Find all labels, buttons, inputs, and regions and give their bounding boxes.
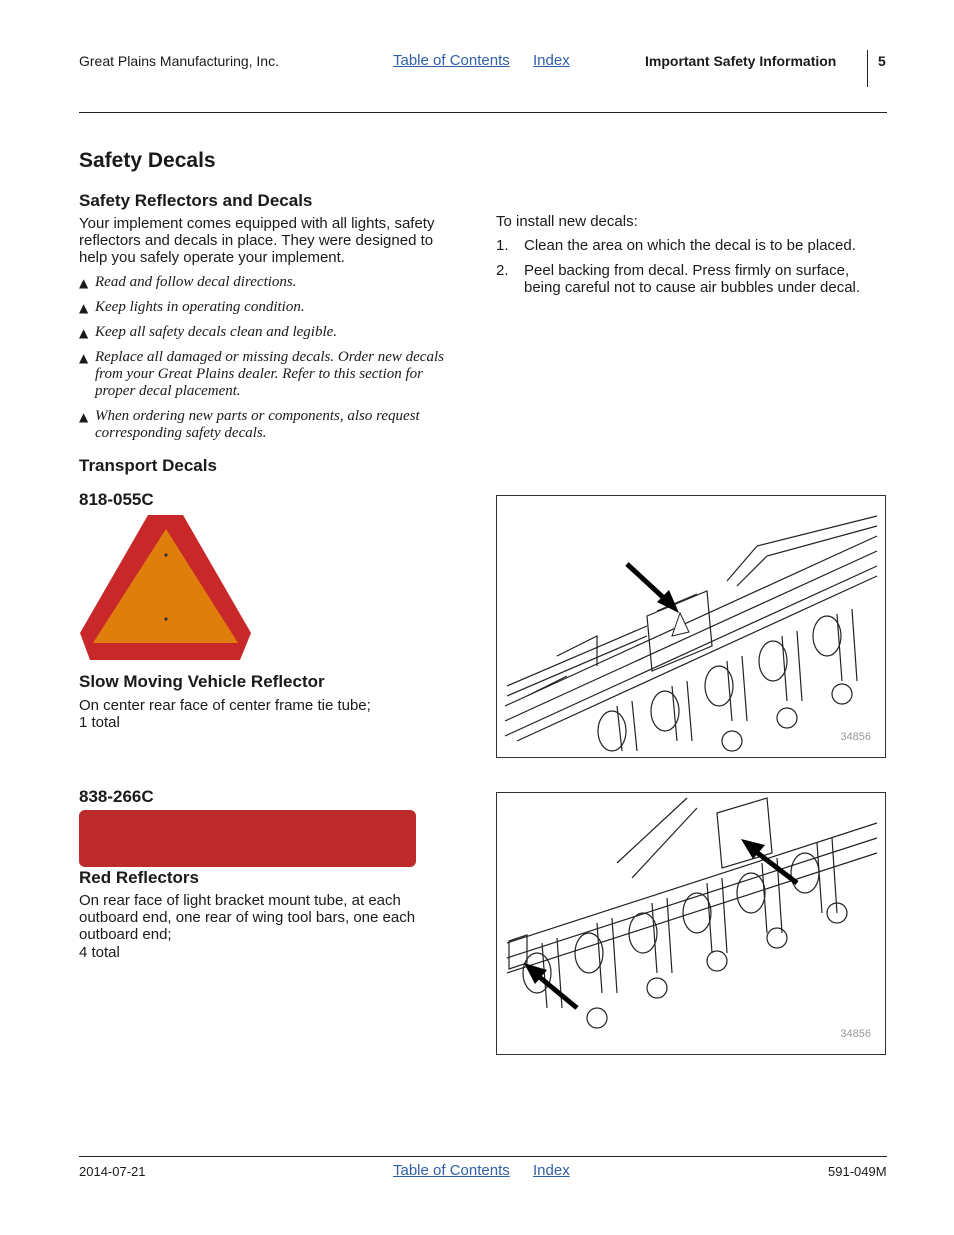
decal1-part-number: 818-055C	[79, 490, 154, 509]
warning-triangle-icon: ▲	[79, 326, 89, 340]
install-step	[496, 237, 886, 254]
smv-reflector-image	[80, 515, 252, 662]
pointer-arrow-icon	[627, 564, 679, 613]
page-title: Safety Decals	[79, 149, 216, 172]
decal1-description: On center rear face of center frame tie tube;	[79, 697, 371, 714]
warning-triangle-icon: ▲	[79, 410, 89, 424]
footer-index-link[interactable]: Index	[533, 1162, 570, 1179]
decal1-name: Slow Moving Vehicle Reflector	[79, 672, 325, 691]
decal1-count: 1 total	[79, 714, 120, 731]
red-reflector-image	[79, 810, 416, 867]
footer-date: 2014-07-21	[79, 1164, 146, 1179]
warning-triangle-icon: ▲	[79, 351, 89, 365]
reflectors-heading: Safety Reflectors and Decals	[79, 191, 313, 210]
safety-bullet: ▲ Replace all damaged or missing decals. Order new decals from your Great Plains dealer. Refer to this section for proper decal placement.	[79, 349, 444, 399]
safety-bullet: ▲ Keep all safety decals clean and legible.	[79, 324, 338, 340]
intro-paragraph: Your implement comes equipped with all lights, safety reflectors and decals in place. They were designed to help you safely operate your implement.	[79, 215, 435, 266]
figure-smv-location	[496, 495, 886, 758]
step-text: Peel backing from decal. Press firmly on surface, being careful not to cause air bubbles under decal.	[524, 262, 861, 296]
transport-heading: Transport Decals	[79, 456, 217, 475]
step-number: 2.	[496, 262, 509, 279]
install-intro: To install new decals:	[496, 213, 638, 230]
safety-bullet: ▲ Keep lights in operating condition.	[79, 299, 305, 315]
page-number: 5	[878, 53, 886, 69]
decal2-description: On rear face of light bracket mount tube, at each outboard end, one rear of wing tool bars, one each outboard end;	[79, 892, 416, 943]
step-number: 1.	[496, 237, 509, 254]
header-toc-link[interactable]: Table of Contents	[393, 52, 510, 69]
header-divider	[867, 50, 868, 87]
pointer-arrow-icon	[741, 839, 797, 883]
footer-toc-link[interactable]: Table of Contents	[393, 1162, 510, 1179]
decal2-name: Red Reflectors	[79, 868, 199, 887]
implement-illustration	[497, 496, 885, 757]
decal2-count: 4 total	[79, 944, 120, 961]
figure-red-reflector-location	[496, 792, 886, 1055]
implement-illustration	[497, 793, 885, 1054]
install-step	[496, 262, 886, 296]
step-text: Clean the area on which the decal is to be placed.	[524, 237, 856, 254]
header-section-title: Important Safety Information	[645, 53, 837, 69]
warning-triangle-icon: ▲	[79, 276, 89, 290]
figure-number: 34856	[840, 1028, 871, 1040]
safety-bullet: ▲ When ordering new parts or components, also request corresponding safety decals.	[79, 408, 420, 441]
footer-rule	[79, 1156, 887, 1157]
footer-doc-number: 591-049M	[828, 1164, 887, 1179]
decal2-part-number: 838-266C	[79, 787, 154, 806]
figure-number: 34856	[840, 731, 871, 743]
header-rule	[79, 112, 887, 113]
safety-bullet: ▲ Read and follow decal directions.	[79, 274, 297, 290]
header-company: Great Plains Manufacturing, Inc.	[79, 53, 279, 69]
header-index-link[interactable]: Index	[533, 52, 570, 69]
warning-triangle-icon: ▲	[79, 301, 89, 315]
